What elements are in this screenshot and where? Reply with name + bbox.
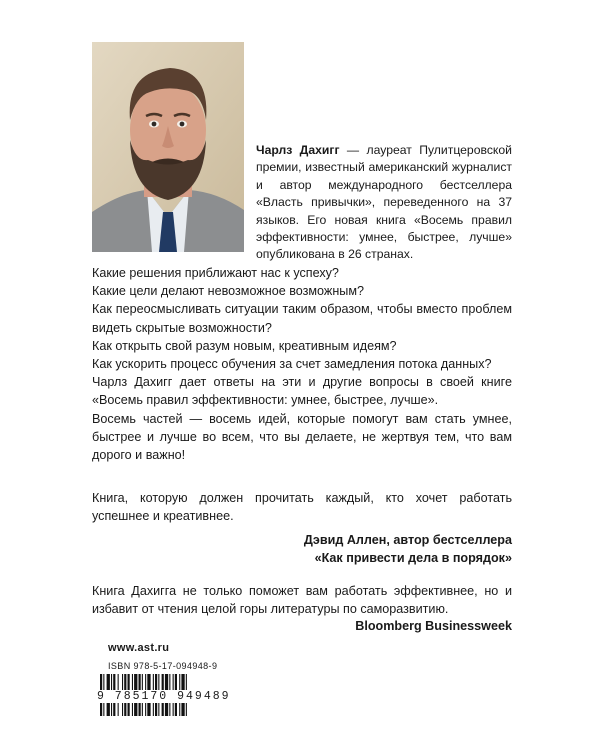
description-line: Чарлз Дахигг дает ответы на эти и другие вопросы в своей книге «Восемь правил эффективности: умнее, быстрее, лучше». <box>92 375 512 408</box>
author-portrait-icon <box>92 42 244 252</box>
description-line: Какие цели делают невозможное возможным? <box>92 284 365 299</box>
author-photo <box>92 42 244 252</box>
review-source-2: Bloomberg Businessweek <box>355 619 512 633</box>
review-quote-2: Книга Дахигга не только поможет вам работать эффективнее, но и избавит от чтения целой горы литературы по саморазвитию. <box>92 584 512 617</box>
review-quote-1: Книга, которую должен прочитать каждый, кто хочет работать успешнее и креативнее. <box>92 491 512 524</box>
description-line: Восемь частей — восемь идей, которые помогут вам стать умнее, быстрее и лучше во всем, что вы делаете, не жертвуя тем, что вам дорого и важно! <box>92 411 512 463</box>
isbn-label: ISBN 978-5-17-094948-9 <box>108 661 218 671</box>
author-name: Чарлз Дахигг <box>256 143 340 157</box>
author-bio <box>256 142 512 264</box>
description-line: Как переосмысливать ситуации таким образом, чтобы вместо проблем видеть скрытые возможности? <box>92 302 512 335</box>
author-bio-text: — лауреат Пулитцеровской премии, известный американский журналист и автор международного бестселлера «Власть привычки», переведенного на 37 языков. Его новая книга «Восемь правил эффективности: умнее, быстрее, лучше» опубликована в 26 странах. <box>256 143 512 262</box>
book-description <box>92 264 512 464</box>
barcode-number: 9 785170 949489 <box>97 690 231 703</box>
review-author-1: Дэвид Аллен, автор бестселлера <box>303 533 512 547</box>
description-line: Как открыть свой разум новым, креативным идеям? <box>92 338 397 353</box>
description-line: Какие решения приближают нас к успеху? <box>92 266 339 280</box>
review-source-1: «Как привести дела в порядок» <box>314 551 512 565</box>
review-attribution-1 <box>212 531 512 567</box>
description-line: Как ускорить процесс обучения за счет замедления потока данных? <box>92 357 492 372</box>
publisher-site: www.ast.ru <box>108 642 170 654</box>
